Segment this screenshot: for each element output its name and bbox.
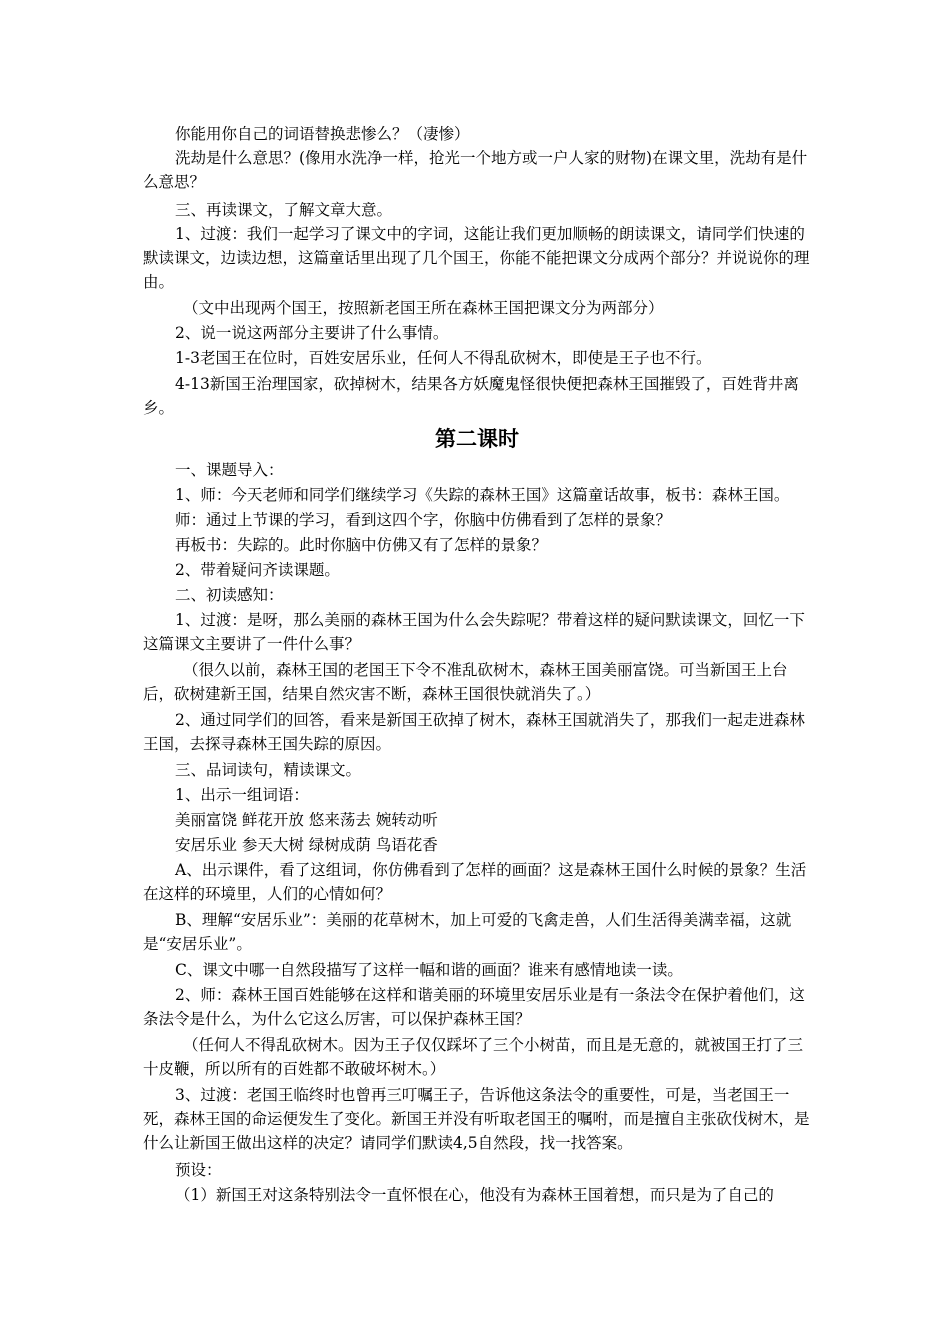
paragraph: 三、再读课文，了解文章大意。 [175, 201, 393, 219]
paragraph: A、出示课件，看了这组词，你仿佛看到了怎样的画面？这是森林王国什么时候的景象？生活在这样的环境里，人们的心情如何？ [143, 861, 807, 903]
paragraph: 你能用你自己的词语替换悲惨么？（凄惨） [175, 125, 470, 143]
paragraph: B、理解“安居乐业”：美丽的花草树木，加上可爱的飞禽走兽，人们生活得美满幸福，这就是“安居乐业”。 [143, 911, 792, 953]
paragraph: （任何人不得乱砍树木。因为王子仅仅踩坏了三个小树苗，而且是无意的，就被国王打了三十皮鞭，所以所有的百姓都不敢破坏树木。） [143, 1036, 804, 1078]
paragraph: C、课文中哪一自然段描写了这样一幅和谐的画面？谁来有感情地读一读。 [175, 961, 683, 979]
paragraph: 三、品词读句，精读课文。 [175, 761, 362, 779]
paragraph: 2、师：森林王国百姓能够在这样和谐美丽的环境里安居乐业是有一条法令在保护着他们，这条法令是什么，为什么它这么厉害，可以保护森林王国？ [143, 986, 805, 1028]
paragraph: 再板书：失踪的。此时你脑中仿佛又有了怎样的景象？ [175, 536, 548, 554]
paragraph: 预设： [175, 1161, 222, 1179]
paragraph: 1、过渡：我们一起学习了课文中的字词，这能让我们更加顺畅的朗读课文，请同学们快速的默读课文，边读边想，这篇童话里出现了几个国王，你能不能把课文分成两个部分？并说说你的理由。 [143, 225, 810, 291]
word-group: 美丽富饶 鲜花开放 悠来荡去 婉转动听 [175, 811, 438, 829]
paragraph: 1、过渡：是呀，那么美丽的森林王国为什么会失踪呢？带着这样的疑问默读课文，回忆一下这篇课文主要讲了一件什么事？ [143, 611, 805, 653]
word-group: 安居乐业 参天大树 绿树成荫 鸟语花香 [175, 836, 438, 854]
paragraph: （很久以前，森林王国的老国王下令不准乱砍树木，森林王国美丽富饶。可当新国王上台后，砍树建新王国，结果自然灾害不断，森林王国很快就消失了。） [143, 661, 788, 703]
paragraph: 4-13新国王治理国家，砍掉树木，结果各方妖魔鬼怪很快便把森林王国摧毁了，百姓背井离乡。 [143, 375, 799, 417]
paragraph: 二、初读感知： [175, 586, 284, 604]
paragraph: 1-3老国王在位时，百姓安居乐业，任何人不得乱砍树木，即使是王子也不行。 [175, 349, 712, 367]
paragraph: 2、说一说这两部分主要讲了什么事情。 [175, 324, 449, 342]
paragraph: （1）新国王对这条特别法令一直怀恨在心，他没有为森林王国着想，而只是为了自己的 [175, 1186, 774, 1204]
paragraph: 洗劫是什么意思？(像用水洗净一样，抢光一个地方或一户人家的财物)在课文里，洗劫有是什么意思？ [143, 149, 808, 191]
paragraph: 一、课题导入： [175, 461, 284, 479]
section-title: 第二课时 [435, 427, 519, 451]
paragraph: 1、出示一组词语： [175, 786, 309, 804]
paragraph: 1、师：今天老师和同学们继续学习《失踪的森林王国》这篇童话故事，板书：森林王国。 [175, 486, 790, 504]
paragraph: 2、带着疑问齐读课题。 [175, 561, 340, 579]
paragraph: 3、过渡：老国王临终时也曾再三叮嘱王子，告诉他这条法令的重要性，可是，当老国王一死，森林王国的命运便发生了变化。新国王并没有听取老国王的嘱咐，而是擅自主张砍伐树木，是什么让新国王做出这样的决定？请同学们默读4,5自然段，找一找答案。 [143, 1086, 810, 1152]
paragraph: （文中出现两个国王，按照新老国王所在森林王国把课文分为两部分） [183, 299, 664, 317]
paragraph: 2、通过同学们的回答，看来是新国王砍掉了树木，森林王国就消失了，那我们一起走进森林王国，去探寻森林王国失踪的原因。 [143, 711, 805, 753]
paragraph: 师：通过上节课的学习，看到这四个字，你脑中仿佛看到了怎样的景象？ [175, 511, 672, 529]
